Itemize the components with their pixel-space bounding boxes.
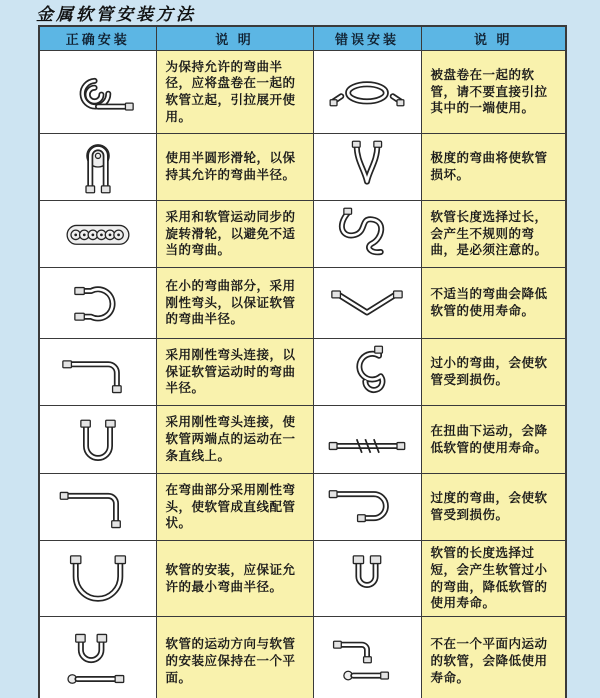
correct-figure-cell — [39, 201, 156, 268]
wrong-figure-cell — [313, 51, 421, 134]
correct-figure-cell — [39, 51, 156, 134]
correct-description: 在小的弯曲部分，采用刚性弯头，以保证软管的弯曲半径。 — [156, 268, 313, 339]
header-wrong-description: 说 明 — [421, 26, 566, 51]
wrong-figure-cell — [313, 474, 421, 541]
header-correct-description: 说 明 — [156, 26, 313, 51]
correct-description: 软管的运动方向与软管的安装应保持在一个平面。 — [156, 617, 313, 698]
coiled-hose-standing-icon — [48, 62, 148, 122]
wrong-description: 在扭曲下运动，会降低软管的使用寿命。 — [421, 406, 566, 474]
wrong-figure-cell — [313, 268, 421, 339]
too-small-bend-icon — [317, 342, 417, 402]
installation-table — [38, 25, 567, 698]
wrong-description: 被盘卷在一起的软管，请不要直接引拉其中的一端使用。 — [421, 51, 566, 134]
header-correct-install: 正确安装 — [39, 26, 156, 51]
table-row — [39, 134, 566, 201]
table-row — [39, 201, 566, 268]
rigid-elbow-loop-icon — [48, 273, 148, 333]
out-of-plane-motion-icon — [317, 631, 417, 691]
wrong-description: 过小的弯曲，会使软管受到损伤。 — [421, 339, 566, 406]
wrong-description: 极度的弯曲将使软管损坏。 — [421, 134, 566, 201]
page-title: 金属软管安装方法 — [36, 5, 196, 25]
correct-figure-cell — [39, 268, 156, 339]
correct-description: 软管的安装，应保证允许的最小弯曲半径。 — [156, 541, 313, 617]
wrong-description: 软管的长度选择过短，会产生软管过小的弯曲，降低软管的使用寿命。 — [421, 541, 566, 617]
wrong-figure-cell — [313, 201, 421, 268]
table-row — [39, 474, 566, 541]
table-row — [39, 51, 566, 134]
table-row — [39, 406, 566, 474]
short-narrow-u-icon — [317, 549, 417, 609]
correct-figure-cell — [39, 339, 156, 406]
wide-u-bend-icon — [48, 549, 148, 609]
wrong-description: 不适当的弯曲会降低软管的使用寿命。 — [421, 268, 566, 339]
wrong-figure-cell — [313, 134, 421, 201]
table-row — [39, 617, 566, 698]
correct-figure-cell — [39, 474, 156, 541]
coiled-hose-flat-icon — [317, 62, 417, 122]
wrong-description: 软管长度选择过长，会产生不规则的弯曲，是必须注意的。 — [421, 201, 566, 268]
header-wrong-install: 错误安装 — [313, 26, 421, 51]
correct-description: 采用和软管运动同步的旋转滑轮，以避免不适当的弯曲。 — [156, 201, 313, 268]
l-elbow-run-icon — [48, 477, 148, 537]
wrong-description: 过度的弯曲，会使软管受到损伤。 — [421, 474, 566, 541]
correct-figure-cell — [39, 406, 156, 474]
extreme-sharp-bend-icon — [317, 137, 417, 197]
wrong-figure-cell — [313, 406, 421, 474]
correct-description: 在弯曲部分采用刚性弯头，使软管成直线配管状。 — [156, 474, 313, 541]
correct-figure-cell — [39, 541, 156, 617]
same-plane-installation-icon — [48, 631, 148, 691]
correct-description: 采用刚性弯头连接，使软管两端点的运动在一条直线上。 — [156, 406, 313, 474]
rotating-roller-track-icon — [48, 204, 148, 264]
table-row — [39, 339, 566, 406]
improper-v-bend-icon — [317, 273, 417, 333]
table-row — [39, 541, 566, 617]
correct-figure-cell — [39, 617, 156, 698]
irregular-loops-icon — [317, 204, 417, 264]
u-with-elbows-icon — [48, 410, 148, 470]
table-row — [39, 268, 566, 339]
correct-description: 采用刚性弯头连接，以保证软管运动时的弯曲半径。 — [156, 339, 313, 406]
twisted-hose-icon — [317, 410, 417, 470]
correct-description: 为保持允许的弯曲半径，应将盘卷在一起的软管立起，引拉展开使用。 — [156, 51, 313, 134]
wrong-figure-cell — [313, 617, 421, 698]
over-bent-hose-icon — [317, 477, 417, 537]
wrong-figure-cell — [313, 541, 421, 617]
header-row — [39, 26, 566, 51]
wrong-description: 不在一个平面内运动的软管，会降低使用寿命。 — [421, 617, 566, 698]
hose-over-pulley-icon — [48, 137, 148, 197]
correct-figure-cell — [39, 134, 156, 201]
wrong-figure-cell — [313, 339, 421, 406]
rigid-elbow-connection-icon — [48, 342, 148, 402]
correct-description: 使用半圆形滑轮，以保持其允许的弯曲半径。 — [156, 134, 313, 201]
